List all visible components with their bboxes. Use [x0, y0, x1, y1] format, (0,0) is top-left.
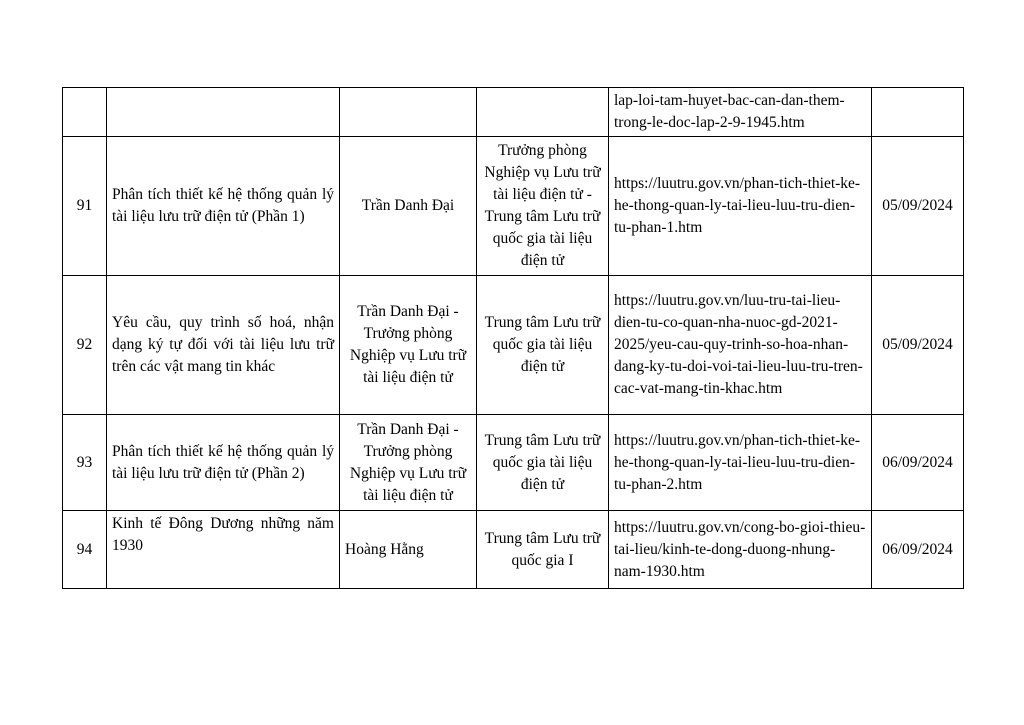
row-number: 91 — [63, 137, 107, 276]
article-author — [340, 88, 477, 137]
row-number — [63, 88, 107, 137]
publish-date: 05/09/2024 — [872, 137, 964, 276]
row-number: 92 — [63, 276, 107, 415]
article-author: Hoàng Hằng — [340, 511, 477, 589]
article-title — [107, 88, 340, 137]
table-row — [63, 137, 964, 276]
publish-date: 06/09/2024 — [872, 415, 964, 511]
article-author: Trần Danh Đại - Trưởng phòng Nghiệp vụ Lưu trữ tài liệu điện tử — [340, 276, 477, 415]
author-unit: Trung tâm Lưu trữ quốc gia tài liệu điện tử — [477, 415, 609, 511]
author-unit — [477, 88, 609, 137]
article-link: https://luutru.gov.vn/phan-tich-thiet-ke-he-thong-quan-ly-tai-lieu-luu-tru-dien-tu-phan-2.htm — [609, 415, 872, 511]
article-author: Trần Danh Đại - Trưởng phòng Nghiệp vụ Lưu trữ tài liệu điện tử — [340, 415, 477, 511]
table-row — [63, 415, 964, 511]
publish-date — [872, 88, 964, 137]
article-link: https://luutru.gov.vn/phan-tich-thiet-ke-he-thong-quan-ly-tai-lieu-luu-tru-dien-tu-phan-1.htm — [609, 137, 872, 276]
publish-date: 06/09/2024 — [872, 511, 964, 589]
table-row — [63, 511, 964, 589]
article-title: Kinh tế Đông Dương những năm 1930 — [107, 511, 340, 589]
row-number: 94 — [63, 511, 107, 589]
table-row — [63, 88, 964, 137]
article-title: Phân tích thiết kế hệ thống quản lý tài liệu lưu trữ điện tử (Phần 2) — [107, 415, 340, 511]
publish-date: 05/09/2024 — [872, 276, 964, 415]
row-number: 93 — [63, 415, 107, 511]
article-link: https://luutru.gov.vn/luu-tru-tai-lieu-dien-tu-co-quan-nha-nuoc-gd-2021-2025/yeu-cau-quy-trinh-so-hoa-nhan-dang-ky-tu-doi-voi-tai-lieu-luu-tru-tren-cac-vat-mang-tin-khac.htm — [609, 276, 872, 415]
article-link: https://luutru.gov.vn/cong-bo-gioi-thieu-tai-lieu/kinh-te-dong-duong-nhung-nam-1930.htm — [609, 511, 872, 589]
articles-table — [62, 87, 964, 589]
table-row — [63, 276, 964, 415]
article-author: Trần Danh Đại — [340, 137, 477, 276]
article-link: lap-loi-tam-huyet-bac-can-dan-them-trong-le-doc-lap-2-9-1945.htm — [609, 88, 872, 137]
author-unit: Trung tâm Lưu trữ quốc gia tài liệu điện tử — [477, 276, 609, 415]
article-title: Yêu cầu, quy trình số hoá, nhận dạng ký tự đối với tài liệu lưu trữ trên các vật mang tin khác — [107, 276, 340, 415]
author-unit: Trung tâm Lưu trữ quốc gia I — [477, 511, 609, 589]
article-title: Phân tích thiết kế hệ thống quản lý tài liệu lưu trữ điện tử (Phần 1) — [107, 137, 340, 276]
author-unit: Trưởng phòng Nghiệp vụ Lưu trữ tài liệu điện tử - Trung tâm Lưu trữ quốc gia tài liệu điện tử — [477, 137, 609, 276]
